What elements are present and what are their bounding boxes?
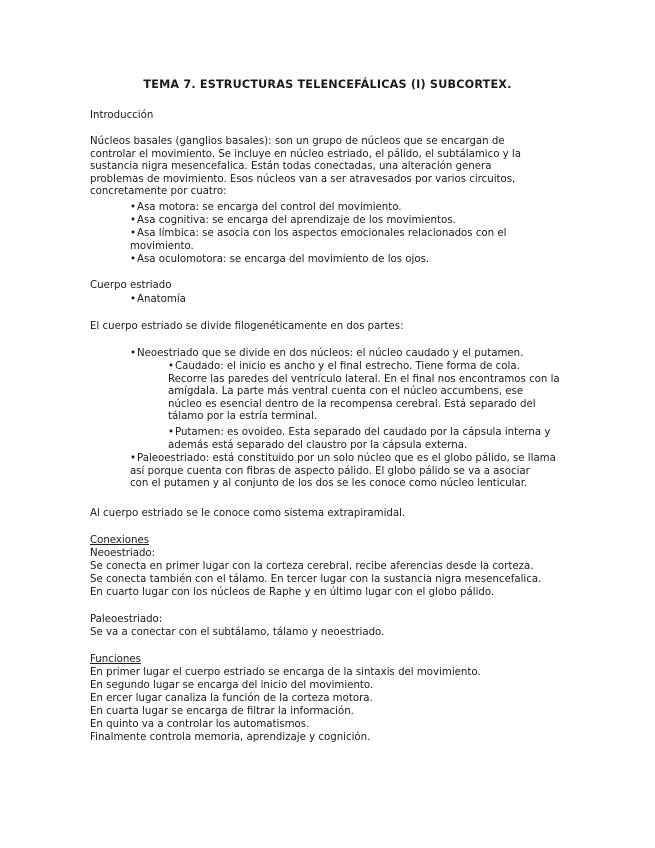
list-item-line: •Putamen: es ovoideo. Esta separado del caudado por la cápsula interna y [168,427,551,438]
list-item-line: con el putamen y al conjunto de los dos se les conoce como núcleo lenticular. [130,478,528,490]
list-item: •Neoestriado que se divide en dos núcleos: el núcleo caudado y el putamen. [130,348,524,359]
paleo-block [130,453,563,491]
subsection-label: Paleoestriado: [90,614,163,625]
bullet-icon: • [130,254,137,265]
bullet-icon: • [130,202,137,213]
text-line: Se conecta en primer lugar con la corteza cerebral, recibe aferencias desde la corteza. [90,561,534,572]
intro-heading: Introducción [90,110,154,121]
list-item-line: Recorre las paredes del ventrículo lateral. En el final nos encontramos con la [168,373,560,385]
text-line: Se conecta también con el tálamo. En tercer lugar con la sustancia nigra mesencefalica. [90,574,542,585]
section-heading: Conexiones [90,535,150,546]
division-text: El cuerpo estriado se divide filogenéticamente en dos partes: [90,321,404,332]
list-item-line: tálamo por la estría terminal. [168,411,318,423]
section-heading: Funciones [90,654,141,665]
list-item-line: •Caudado: el inicio es ancho y el final estrecho. Tiene forma de cola. [168,361,520,372]
list-item: •Asa cognitiva: se encarga del aprendizaje de los movimientos. [130,215,456,226]
bullet-icon: • [130,294,137,305]
putamen-block [168,427,563,452]
bullet-icon: • [130,453,137,464]
text-line: Finalmente controla memoria, aprendizaje y cognición. [90,732,371,743]
bullet-icon: • [168,427,175,438]
list-item-line: •Paleoestriado: está constituido por un solo núcleo que es el globo pálido, se llama [130,453,556,464]
list-item: •Asa motora: se encarga del control del movimiento. [130,202,402,213]
bullet-icon: • [130,228,137,239]
paragraph-line: problemas de movimiento. Esos núcleos van a ser atravesados por varios circuitos, [90,173,516,185]
text-line: Se va a conectar con el subtálamo, tálamo y neoestriado. [90,627,385,638]
text-line: En quinto va a controlar los automatismos. [90,719,310,730]
text-line: En cuarta lugar se encarga de filtrar la información. [90,706,354,717]
caudado-block [168,361,563,424]
bullet-icon: • [130,215,137,226]
text-line: En cuarto lugar con los núcleos de Raphe y en último lugar con el globo pálido. [90,587,495,598]
paragraph-line: concretamente por cuatro: [90,186,227,198]
text-line: En segundo lugar se encarga del inicio del movimiento. [90,680,374,691]
paragraph-line: controlar el movimiento. Se incluye en núcleo estriado, el pálido, el subtálamico y la [90,148,522,160]
section-heading: Cuerpo estriado [90,280,172,291]
bullet-icon: • [168,361,175,372]
paragraph-line: sustancia nigra mesencefalica. Están todas conectadas, una alteración genera [90,161,492,173]
paragraph-line: Núcleos basales (ganglios basales): son un grupo de núcleos que se encargan de [90,136,505,147]
list-item-line: •Asa límbica: se asocia con los aspectos emocionales relacionados con el [130,228,507,239]
list-item [130,228,563,253]
extrapyramidal-text: Al cuerpo estriado se le conoce como sistema extrapiramidal. [90,508,406,519]
list-item-line: movimiento. [130,240,194,252]
list-item: •Anatomía [130,294,186,305]
intro-paragraph [90,136,563,199]
text-line: En ercer lugar canaliza la función de la corteza motora. [90,693,373,704]
list-item: •Asa oculomotora: se encarga del movimiento de los ojos. [130,254,430,265]
list-item-line: amígdala. La parte más ventral cuenta con el núcleo accumbens, ese [168,386,524,398]
text-line: En primer lugar el cuerpo estriado se encarga de la sintaxis del movimiento. [90,667,481,678]
page-title: TEMA 7. ESTRUCTURAS TELENCEFÁLICAS (I) SUBCORTEX. [143,78,512,91]
list-item-line: así porque cuenta con fibras de aspecto pálido. El globo pálido se va a asociar [130,465,530,477]
list-item-line: núcleo es esencial dentro de la recompensa cerebral. Está separado del [168,398,536,410]
list-item-line: además está separado del claustro por la cápsula externa. [168,439,468,451]
subsection-label: Neoestriado: [90,548,156,559]
bullet-icon: • [130,348,137,359]
